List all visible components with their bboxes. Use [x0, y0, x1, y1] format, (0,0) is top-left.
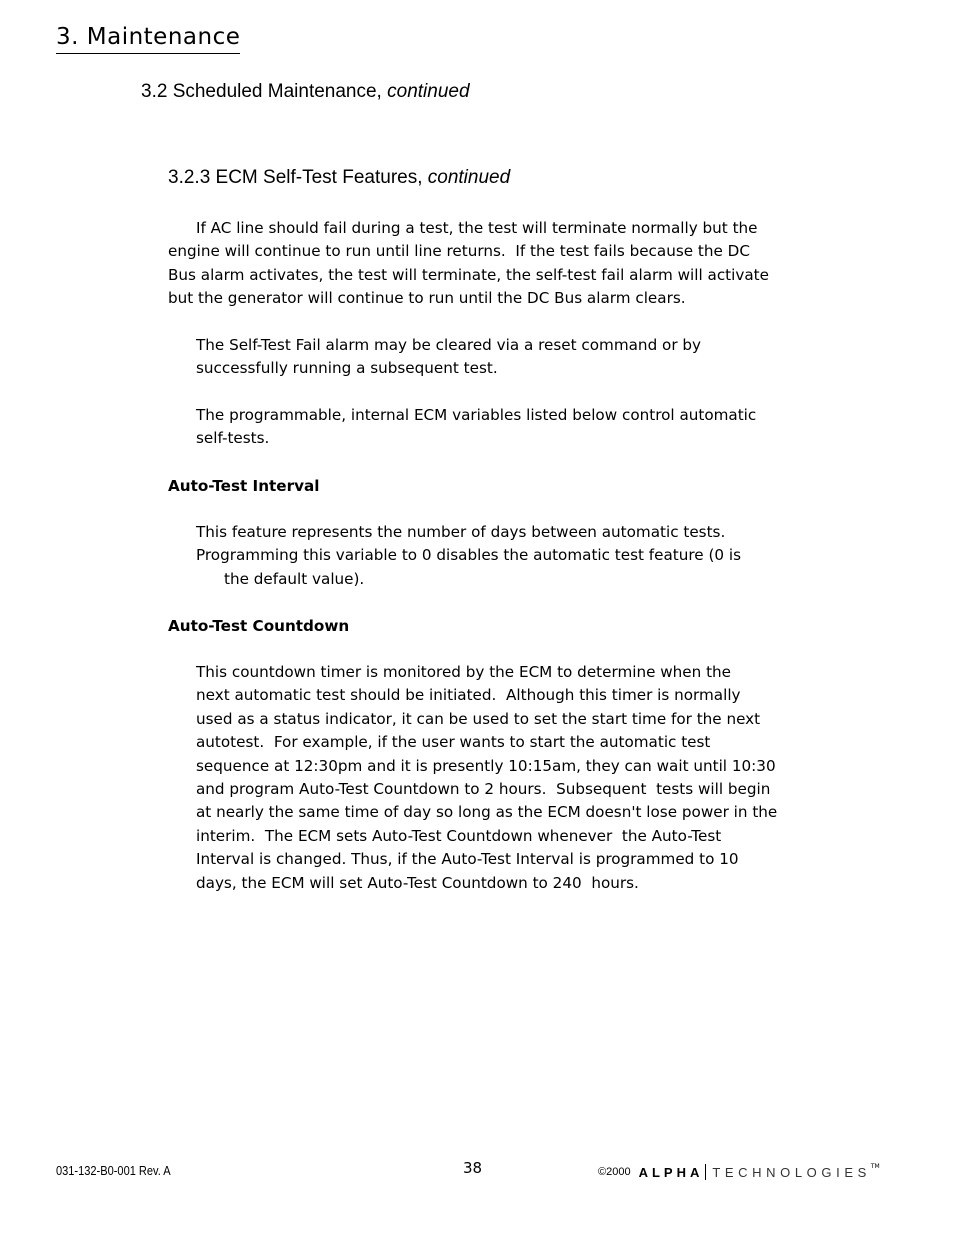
text-line: This feature represents the number of days between automatic tests.	[196, 523, 726, 541]
alpha-technologies-logo	[598, 1162, 880, 1182]
text-line: successfully running a subsequent test.	[196, 359, 498, 378]
text-line: self-tests.	[196, 429, 270, 448]
text-line: but the generator will continue to run until the DC Bus alarm clears.	[168, 289, 686, 308]
section-title: 3.2 Scheduled Maintenance,	[141, 81, 388, 102]
paragraph-ecm-variables	[196, 404, 816, 451]
trademark-mark: TM	[870, 1162, 880, 1170]
text-line: and program Auto-Test Countdown to 2 hours. Subsequent tests will begin	[196, 780, 771, 799]
text-line: days, the ECM will set Auto-Test Countdown to 240 hours.	[196, 873, 639, 892]
logo-alpha: ALPHA	[638, 1164, 704, 1180]
text-line: autotest. For example, if the user wants to start the automatic test	[196, 733, 711, 752]
copyright-year: ©2000	[598, 1166, 631, 1178]
text-line: at nearly the same time of day so long as the ECM doesn't lose power in the	[196, 803, 778, 822]
subsection-heading	[168, 166, 510, 190]
logo-divider	[705, 1164, 706, 1180]
text-line: engine will continue to run until line returns. If the test fails because the DC	[168, 242, 750, 261]
text-line: sequence at 12:30pm and it is presently 10:15am, they can wait until 10:30	[196, 756, 776, 775]
text-line: The Self-Test Fail alarm may be cleared via a reset command or by	[196, 336, 702, 354]
text-line: next automatic test should be initiated. Although this timer is normally	[196, 686, 741, 705]
paragraph-self-test-fail-alarm	[196, 334, 816, 381]
text-line: Interval is changed. Thus, if the Auto-Test Interval is programmed to 10	[196, 850, 739, 869]
subsection-continued: continued	[427, 167, 511, 188]
paragraph-ac-line-failure	[168, 217, 818, 311]
section-heading	[141, 80, 470, 104]
text-line: Programming this variable to 0 disables the automatic test feature (0 is	[196, 546, 741, 565]
chapter-title: 3. Maintenance	[56, 22, 240, 54]
auto-test-interval-text	[196, 521, 816, 591]
text-line: Bus alarm activates, the test will terminate, the self-test fail alarm will activate	[168, 265, 769, 284]
auto-test-interval-heading: Auto-Test Interval	[168, 477, 320, 495]
subsection-title: 3.2.3 ECM Self-Test Features,	[168, 167, 428, 188]
text-line: the default value).	[224, 569, 365, 588]
auto-test-countdown-heading: Auto-Test Countdown	[168, 617, 350, 635]
auto-test-countdown-text	[196, 661, 826, 895]
logo-technologies: TECHNOLOGIES	[712, 1164, 871, 1180]
text-line: used as a status indicator, it can be used to set the start time for the next	[196, 709, 761, 728]
text-line: This countdown timer is monitored by the ECM to determine when the	[196, 663, 732, 681]
page-number: 38	[463, 1159, 483, 1177]
text-line: The programmable, internal ECM variables listed below control automatic	[196, 406, 757, 424]
document-number: 031-132-B0-001 Rev. A	[56, 1163, 171, 1178]
text-line: If AC line should fail during a test, the test will terminate normally but the	[196, 219, 758, 237]
text-line: interim. The ECM sets Auto-Test Countdown whenever the Auto-Test	[196, 826, 722, 845]
section-continued: continued	[387, 81, 470, 102]
